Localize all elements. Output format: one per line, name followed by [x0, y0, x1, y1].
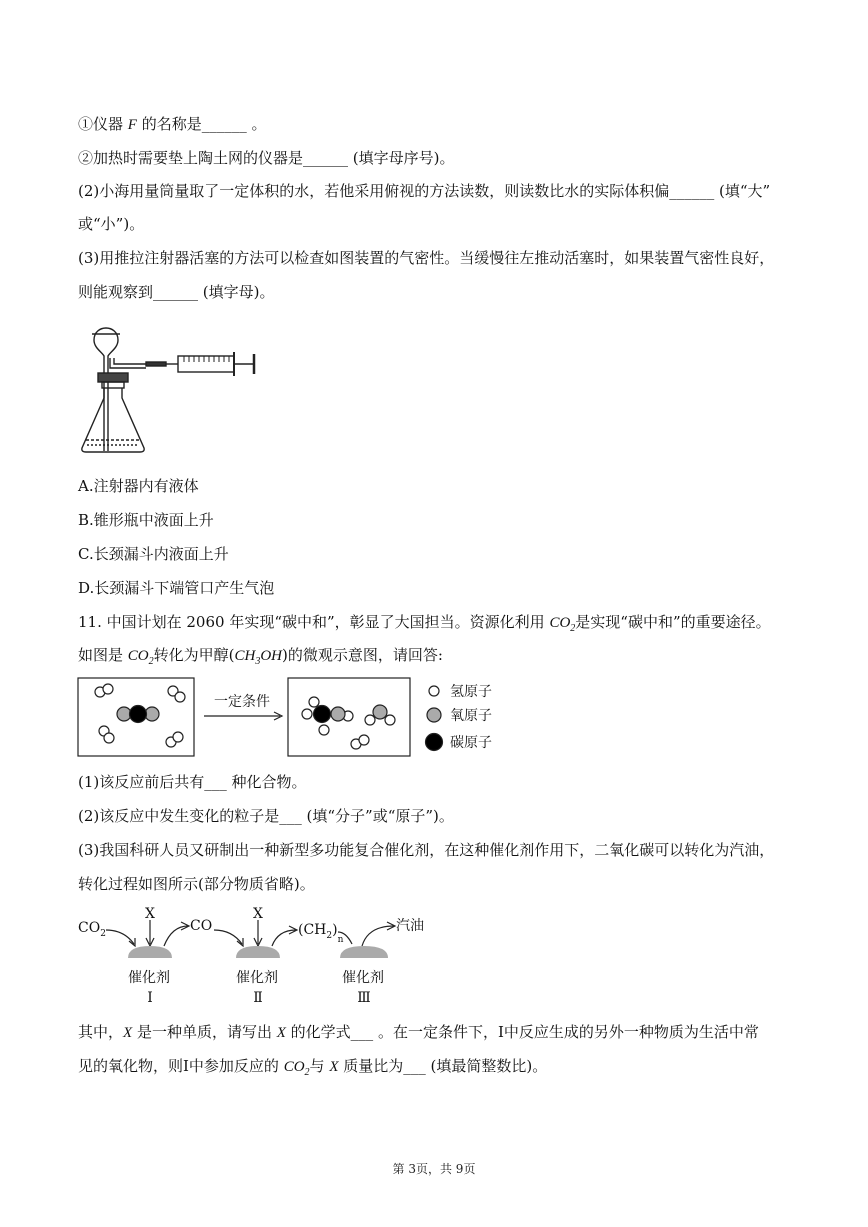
- page-footer: 第 3页，共 9页: [392, 1162, 476, 1176]
- q11-formula-a: CH: [234, 648, 256, 664]
- q11-part3-line1: (3)我国科研人员又研制出一种新型多功能复合催化剂，在这种催化剂作用下，二氧化碳可以转化为汽油，: [78, 841, 775, 859]
- legend-oxygen: 氧原子: [450, 708, 492, 724]
- catalyst-3-label: 催化剂: [342, 970, 384, 986]
- q10-part2-line2: 或“小”)。: [78, 215, 145, 233]
- final2-a: 见的氧化物，则Ⅰ中参加反应的: [78, 1057, 284, 1075]
- catalyst-1-label: 催化剂: [128, 970, 170, 986]
- final1-var2: X: [276, 1025, 286, 1041]
- final1-c: 的化学式___ 。在一定条件下，Ⅰ中反应生成的另外一种物质为生活中常: [285, 1023, 759, 1041]
- q10-option-a: A.注射器内有液体: [78, 477, 199, 495]
- q10-option-b: B.锥形瓶中液面上升: [78, 511, 214, 529]
- final2-sub: 2: [304, 1067, 310, 1078]
- q10-part2-line1: (2)小海用量筒量取了一定体积的水，若他采用俯视的方法读数，则读数比水的实际体积偏______ (填“大”: [78, 182, 771, 200]
- q11-part3-line2: 转化过程如图所示(部分物质省略)。: [78, 875, 315, 893]
- q10-sub1-var: F: [127, 117, 137, 133]
- q11-formula-sub: 3: [255, 656, 261, 667]
- q10-part3-line2: 则能观察到______ (填字母)。: [78, 283, 275, 301]
- q11-part1: (1)该反应前后共有___ 种化合物。: [78, 773, 307, 791]
- molecule-reaction-diagram: [76, 676, 516, 760]
- q11-intro-line1: [78, 612, 771, 639]
- catalyst-3-shape: [340, 946, 388, 958]
- q11-line2-c: )的微观示意图，请回答:: [282, 646, 443, 664]
- q10-part3-line1: (3)用推拉注射器活塞的方法可以检查如图装置的气密性。当缓慢往左推动活塞时，如果装置气密性良好，: [78, 249, 775, 267]
- reaction-condition-label: 一定条件: [214, 694, 270, 710]
- final2-c: 质量比为___ (填最简整数比)。: [338, 1057, 548, 1075]
- catalyst-2-shape: [236, 946, 280, 958]
- catalyst-1-shape: [128, 946, 172, 958]
- final2-chem: CO: [283, 1059, 305, 1075]
- final2-b: 与: [309, 1057, 330, 1075]
- q11-line2-chem: CO: [127, 648, 149, 664]
- q11-line1-sub: 2: [570, 623, 576, 634]
- final1-a: 其中，: [78, 1023, 124, 1041]
- q11-part2: (2)该反应中发生变化的粒子是___ (填“分子”或“原子”)。: [78, 807, 454, 825]
- q11-line2-a: 如图是: [78, 646, 128, 664]
- final1-var1: X: [123, 1025, 133, 1041]
- label-ch2n: $(CH_2)_n$: [298, 922, 344, 945]
- q10-sub1-prefix: ①仪器: [78, 115, 128, 133]
- final1-b: 是一种单质，请写出: [132, 1023, 277, 1041]
- q11-final-line1: [78, 1022, 759, 1043]
- catalyst-2-label: 催化剂: [236, 970, 278, 986]
- catalyst-1-numeral: Ⅰ: [147, 990, 153, 1006]
- q11-intro-line2: [78, 645, 443, 672]
- airtightness-apparatus-figure: [76, 318, 276, 460]
- q11-line2-sub: 2: [148, 656, 154, 667]
- label-gasoline: 汽油: [396, 918, 424, 934]
- catalysis-pathway-diagram: [76, 904, 456, 1008]
- q11-final-line2: [78, 1056, 547, 1083]
- legend-carbon: 碳原子: [450, 735, 492, 751]
- catalyst-2-numeral: Ⅱ: [253, 990, 263, 1006]
- catalyst-3-numeral: Ⅲ: [357, 990, 371, 1006]
- q10-option-d: D.长颈漏斗下端管口产生气泡: [78, 579, 275, 597]
- q11-line1-a: 11. 中国计划在 2060 年实现“碳中和”，彰显了大国担当。资源化利用: [78, 613, 550, 631]
- q10-sub1-suffix: 的名称是______ 。: [136, 115, 267, 133]
- q10-sub1: [78, 114, 267, 135]
- label-x-2: X: [253, 906, 263, 922]
- q11-formula-b: OH: [260, 648, 282, 664]
- q10-sub2: ②加热时需要垫上陶土网的仪器是______ (填字母序号)。: [78, 149, 455, 167]
- q11-line1-chem: CO: [549, 615, 571, 631]
- label-co2: $CO_2$: [78, 920, 106, 939]
- q11-line2-b: 转化为甲醇(: [153, 646, 235, 664]
- legend-hydrogen: 氢原子: [450, 684, 492, 700]
- final2-var: X: [329, 1059, 339, 1075]
- label-x-1: X: [145, 906, 155, 922]
- label-co: CO: [190, 918, 213, 934]
- q11-line1-b: 是实现“碳中和”的重要途径。: [575, 613, 771, 631]
- q10-option-c: C.长颈漏斗内液面上升: [78, 545, 229, 563]
